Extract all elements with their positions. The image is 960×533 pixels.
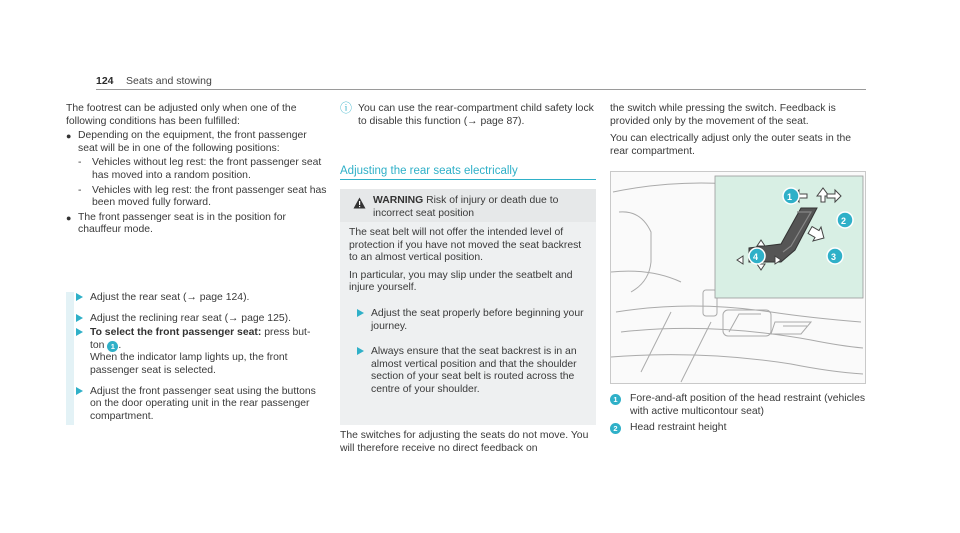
warning-step [349, 346, 585, 396]
bullet-text: Depending on the equipment, the front passenger seat will be in one of the following positions: [78, 130, 307, 154]
warning-step-text: Always ensure that the seat backrest is in an almost vertical position and that the shoulder section of your seat belt is routed across the centre of your shoulder. [371, 346, 577, 395]
step-text: Adjust the rear seat (→ page 124). [90, 292, 250, 303]
column-left [66, 103, 328, 237]
figure-label-2: 2 [841, 216, 847, 226]
step-text-pre: ton [90, 339, 105, 351]
step-arrow-icon [357, 347, 364, 355]
bullet-item [66, 212, 328, 237]
step-text-line [90, 340, 326, 353]
section-title: Seats and stowing [126, 75, 212, 87]
caption-number-badge: 1 [610, 394, 621, 405]
caption-text: Fore-and-aft position of the head restraint (vehicles with active multicontour seat) [630, 393, 866, 417]
step-item [76, 292, 326, 305]
figure-label-3: 3 [831, 252, 837, 262]
bullet-text: The front passenger seat is in the position for chauffeur mode. [78, 211, 286, 236]
button-number-badge: 1 [107, 341, 118, 352]
step-item [76, 386, 326, 424]
steps-list [76, 292, 326, 423]
warning-paragraph: The seat belt will not offer the intended level of protection if you have not moved the seat backrest to an almost vertical position. [349, 227, 582, 264]
dash-icon: - [78, 184, 82, 196]
seat-controls-illustration [611, 172, 865, 383]
header-rule [96, 89, 866, 90]
dash-icon: - [78, 157, 82, 169]
figure-label-1: 1 [787, 192, 793, 202]
seat-adjustment-figure [610, 171, 866, 384]
bullet-dot-icon: ● [66, 131, 72, 142]
warning-body [349, 227, 585, 397]
page-number: 124 [96, 75, 114, 87]
warning-step-text: Adjust the seat properly before beginning your journey. [371, 307, 584, 332]
step-item [76, 313, 326, 326]
caption-text: Head restraint height [630, 422, 727, 434]
figure-captions [610, 393, 866, 435]
step-text-rest: press but- [264, 327, 311, 339]
paragraph: The switches for adjusting the seats do not move. You will therefore receive no direct feedback on [340, 430, 589, 454]
figure-label-4: 4 [753, 252, 759, 262]
warning-triangle-icon [353, 197, 366, 209]
caption-number-badge: 2 [610, 423, 621, 434]
dash-item [66, 185, 328, 210]
step-text [90, 327, 326, 340]
step-arrow-icon [76, 293, 83, 301]
step-bold-label: To select the front passenger seat: [90, 327, 262, 339]
step-arrow-icon [357, 309, 364, 317]
intro-paragraph: The footrest can be adjusted only when one of the following conditions has been fulfilled: [66, 103, 297, 127]
step-text: Adjust the reclining rear seat (→ page 125). [90, 312, 291, 324]
step-text: Adjust the front passenger seat using the buttons on the door operating unit in the rear passenger compartment. [90, 385, 316, 422]
warning-title [373, 195, 585, 220]
warning-step [349, 308, 585, 333]
caption-item [610, 393, 866, 418]
column-right [610, 103, 866, 158]
column-middle-footer [340, 430, 598, 455]
section-heading: Adjusting the rear seats electrically [340, 165, 518, 177]
step-arrow-icon [76, 387, 83, 395]
step-arrow-icon [76, 314, 83, 322]
warning-title-text: Risk of injury or death due to incorrect seat position [373, 195, 559, 219]
dash-text: Vehicles without leg rest: the front passenger seat has moved into a random position. [92, 157, 322, 181]
info-text: You can use the rear-compartment child safety lock to disable this function (→ page 87). [358, 103, 594, 127]
warning-label: WARNING [373, 195, 424, 206]
paragraph: the switch while pressing the switch. Feedback is provided only by the movement of the seat. [610, 103, 836, 127]
step-bar [66, 292, 74, 425]
dash-item [66, 157, 328, 182]
step-result-text: When the indicator lamp lights up, the front passenger seat is selected. [90, 352, 288, 376]
step-arrow-icon [76, 328, 83, 336]
bullet-item [66, 130, 328, 155]
info-icon: ⓘ [340, 101, 353, 115]
step-text-post: . [118, 339, 122, 351]
caption-item [610, 422, 866, 435]
dash-text: Vehicles with leg rest: the front passenger seat has been moved fully forward. [92, 184, 327, 209]
paragraph: You can electrically adjust only the outer seats in the rear compartment. [610, 133, 852, 157]
step-item [76, 327, 326, 377]
info-note [340, 103, 598, 128]
bullet-dot-icon: ● [66, 212, 72, 223]
warning-paragraph: In particular, you may slip under the seatbelt and injure yourself. [349, 269, 573, 294]
section-rule [340, 179, 596, 180]
warning-box [340, 189, 596, 425]
